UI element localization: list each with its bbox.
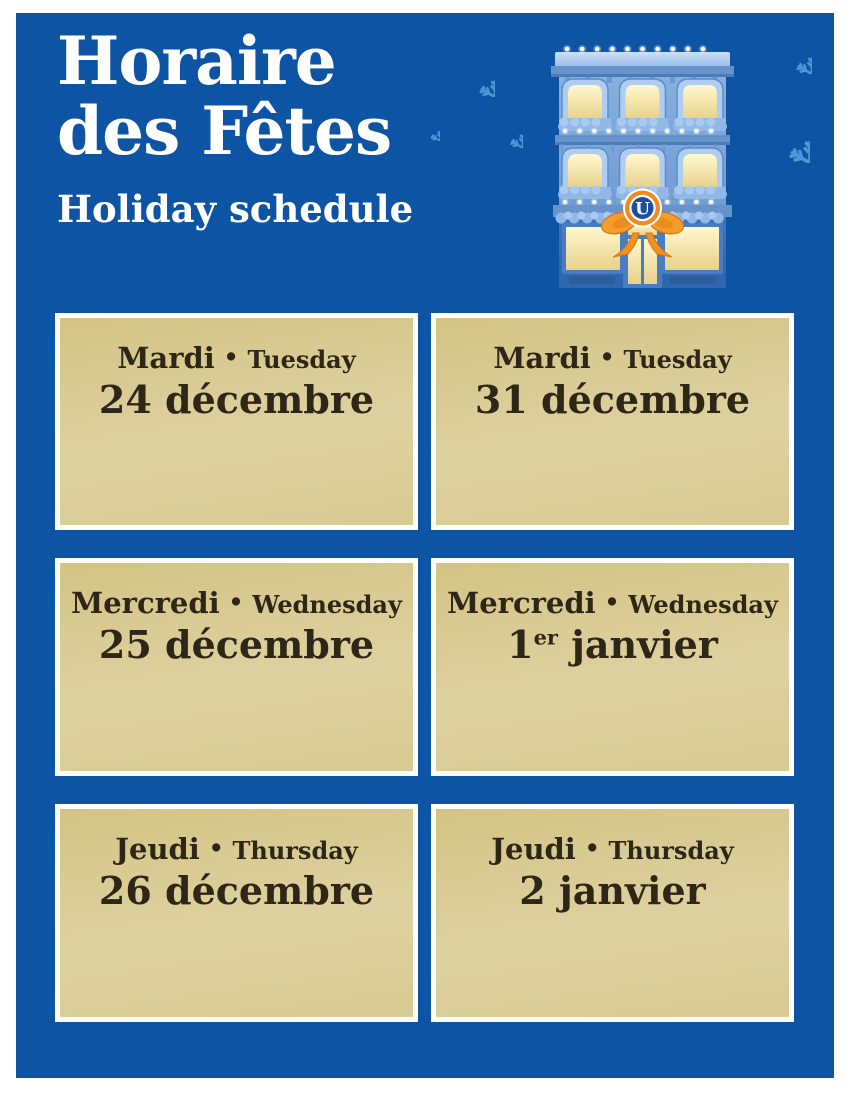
card-day-line — [71, 588, 402, 620]
card-date — [507, 623, 718, 667]
poster-title — [57, 22, 413, 170]
schedule-card — [55, 804, 418, 1022]
store-building-illustration — [545, 40, 740, 288]
card-date-sup: er — [533, 624, 558, 650]
snowflake-icon — [776, 38, 812, 74]
card-day-fr: Mercredi — [447, 586, 596, 620]
card-day-en: Thursday — [608, 836, 734, 865]
card-day-en: Wednesday — [628, 590, 778, 619]
card-date-main: 31 décembre — [474, 376, 751, 422]
card-date — [519, 869, 705, 913]
card-day-line — [493, 343, 731, 375]
poster-title-line2: des Fêtes — [57, 91, 392, 170]
bullet-separator: • — [599, 344, 615, 371]
card-date-rest: janvier — [557, 621, 718, 667]
poster-panel — [16, 13, 834, 1078]
card-day-line — [447, 588, 778, 620]
schedule-card — [431, 804, 794, 1022]
card-day-fr: Jeudi — [491, 832, 576, 866]
card-date — [475, 378, 750, 422]
card-date-main: 26 décembre — [98, 867, 375, 913]
bullet-separator: • — [584, 835, 600, 862]
store-logo — [623, 189, 662, 228]
card-day-en: Tuesday — [247, 345, 356, 374]
schedule-card — [55, 313, 418, 530]
card-day-line — [491, 834, 733, 866]
card-date-main: 25 décembre — [98, 621, 375, 667]
card-date — [99, 378, 374, 422]
card-date-main: 24 décembre — [98, 376, 375, 422]
poster-title-line1: Horaire — [57, 22, 336, 100]
snowflake-icon — [762, 115, 810, 163]
card-date — [99, 623, 374, 667]
snowflake-icon — [418, 119, 440, 141]
card-day-en: Wednesday — [252, 590, 402, 619]
schedule-cards-grid — [55, 313, 794, 1022]
bullet-separator: • — [228, 589, 244, 616]
store-logo-letter: U — [635, 199, 650, 220]
card-day-fr: Jeudi — [115, 832, 200, 866]
card-day-en: Thursday — [232, 836, 358, 865]
bullet-separator: • — [208, 835, 224, 862]
card-day-line — [115, 834, 357, 866]
bullet-separator: • — [223, 344, 239, 371]
card-day-fr: Mardi — [117, 341, 215, 375]
schedule-card — [431, 313, 794, 530]
poster-subtitle: Holiday schedule — [57, 186, 414, 231]
card-date-main: 2 janvier — [519, 867, 706, 913]
schedule-card — [55, 558, 418, 776]
card-date — [99, 869, 374, 913]
snowflake-icon — [493, 118, 523, 148]
bullet-separator: • — [604, 589, 620, 616]
schedule-card — [431, 558, 794, 776]
snowflake-icon — [459, 61, 495, 97]
card-day-fr: Mardi — [493, 341, 591, 375]
card-day-fr: Mercredi — [71, 586, 220, 620]
card-day-en: Tuesday — [623, 345, 732, 374]
poster-header — [57, 22, 414, 231]
card-date-main: 1 — [507, 621, 534, 667]
card-day-line — [117, 343, 355, 375]
